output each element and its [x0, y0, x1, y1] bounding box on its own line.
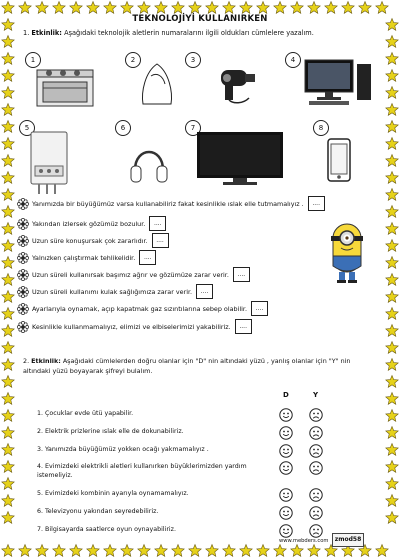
activity-2-instruction: Aşağıdaki cümlelerden doğru olanlar için "D" nin altındaki yüzü , yanlış olanlar için "Y" nin altındaki yüzü boyayarak şifreyi bulalım.	[23, 357, 351, 375]
statement-item: 1. Çocuklar evde ütü yapabilir.	[37, 410, 134, 417]
worksheet-content	[17, 12, 383, 547]
flower-bullet-icon	[17, 252, 29, 264]
border-star	[2, 427, 14, 439]
smiley-face-icon[interactable]	[279, 425, 293, 439]
border-star	[386, 376, 398, 388]
border-star	[2, 121, 14, 133]
border-star	[2, 19, 14, 31]
border-star	[386, 155, 398, 167]
border-star	[386, 104, 398, 116]
border-star	[2, 257, 14, 269]
border-star	[386, 53, 398, 65]
smiley-face-icon[interactable]	[279, 505, 293, 519]
activity-2-label: Etkinlik:	[31, 357, 61, 365]
headphones-icon	[129, 142, 169, 186]
flower-bullet-icon	[17, 218, 29, 230]
combi-boiler-icon	[29, 130, 69, 196]
device-number: 7	[185, 120, 201, 136]
border-star	[386, 274, 398, 286]
border-star	[2, 308, 14, 320]
statement-row	[17, 250, 156, 265]
statement-text: Uzun süreli kullanımı kulak sağlığımıza zarar verir.	[32, 287, 193, 296]
statement-item: 7. Bilgisayarda saatlerce oyun oynayabiliriz.	[37, 526, 176, 533]
computer-icon	[301, 58, 375, 106]
border-star	[2, 376, 14, 388]
activity-1-instruction: Aşağıdaki teknolojik aletlerin numaralarını ilgili oldukları cümlelere yazalım.	[64, 29, 314, 37]
statement-item: 4. Evimizdeki elektrikli aletleri kullanırken büyüklerimizden yardım istemeliyiz.	[37, 463, 247, 479]
border-star	[2, 155, 14, 167]
hair-dryer-icon	[203, 66, 263, 106]
device-5	[19, 120, 73, 200]
border-star	[386, 461, 398, 473]
border-star	[386, 19, 398, 31]
border-star	[2, 325, 14, 337]
iron-icon	[139, 62, 175, 106]
border-star	[386, 36, 398, 48]
border-star	[386, 70, 398, 82]
border-star	[386, 291, 398, 303]
flower-bullet-icon	[17, 269, 29, 281]
device-7	[185, 120, 289, 190]
smiley-face-icon[interactable]	[279, 443, 293, 457]
statement-row	[17, 319, 252, 334]
border-star	[2, 359, 14, 371]
column-d-header: D	[283, 391, 289, 399]
statement-text: Kesinlikle kullanmamalıyız, elimizi ve elbiselerimizi yakabiliriz.	[32, 322, 231, 331]
footer-site: www.mebders.com	[279, 538, 329, 544]
border-star	[386, 206, 398, 218]
border-star	[2, 444, 14, 456]
border-star	[2, 189, 14, 201]
device-1	[25, 52, 95, 110]
border-star	[386, 172, 398, 184]
border-star	[2, 223, 14, 235]
border-star	[2, 2, 14, 14]
border-star	[386, 478, 398, 490]
answer-box[interactable]: ....	[235, 319, 252, 334]
border-star	[386, 359, 398, 371]
device-number: 3	[185, 52, 201, 68]
border-star	[386, 342, 398, 354]
flower-bullet-icon	[17, 286, 29, 298]
border-star	[2, 478, 14, 490]
smiley-face-icon[interactable]	[279, 487, 293, 501]
answer-box[interactable]: ....	[233, 267, 250, 282]
answer-box[interactable]: ....	[251, 301, 268, 316]
activity-2-number: 2.	[23, 357, 30, 365]
flower-bullet-icon	[17, 303, 29, 315]
statement-text: Uzun süre konuşursak çok zararlıdır.	[32, 236, 148, 245]
flower-bullet-icon	[17, 321, 29, 333]
border-star	[386, 138, 398, 150]
border-star	[386, 495, 398, 507]
stove-icon	[35, 66, 95, 108]
flower-bullet-icon	[17, 198, 29, 210]
border-star	[386, 393, 398, 405]
smiley-face-icon[interactable]	[279, 523, 293, 537]
minion-icon	[325, 220, 369, 284]
answer-box[interactable]: ....	[196, 284, 213, 299]
border-star	[2, 342, 14, 354]
device-6	[115, 120, 175, 190]
device-3	[185, 52, 265, 110]
sad-face-icon[interactable]	[309, 443, 323, 457]
border-star	[2, 240, 14, 252]
border-star	[2, 274, 14, 286]
border-star	[2, 393, 14, 405]
statement-item: 2. Elektrik prizlerine ıslak elle de dokunabiliriz.	[37, 428, 184, 435]
flower-bullet-icon	[17, 235, 29, 247]
statement-item: 3. Yanımızda büyüğümüz yokken ocağı yakmamalıyız .	[37, 446, 209, 453]
smiley-face-icon[interactable]	[279, 407, 293, 421]
border-star	[386, 87, 398, 99]
activity-1-label: Etkinlik:	[31, 29, 62, 37]
sad-face-icon[interactable]	[309, 523, 323, 537]
smiley-face-icon[interactable]	[279, 460, 293, 474]
border-star	[2, 410, 14, 422]
statement-row	[17, 196, 325, 211]
device-number: 1	[25, 52, 41, 68]
border-star	[386, 444, 398, 456]
border-star	[2, 53, 14, 65]
border-star	[386, 427, 398, 439]
border-star	[2, 461, 14, 473]
border-star	[2, 104, 14, 116]
border-star	[386, 512, 398, 524]
border-star	[2, 545, 14, 557]
border-star	[386, 410, 398, 422]
statement-text: Ayarlarıyla oynamak, açıp kapatmak gaz sızıntılarına sebep olabilir.	[32, 304, 247, 313]
border-star	[386, 189, 398, 201]
answer-box[interactable]: ....	[149, 216, 166, 231]
sad-face-icon[interactable]	[309, 425, 323, 439]
statement-text: Yalnızken çalıştırmak tehlikelidir.	[32, 253, 136, 262]
border-star	[2, 172, 14, 184]
statement-item: 5. Evimizdeki kombinin ayarıyla oynamamalıyız.	[37, 490, 189, 497]
statement-row	[17, 216, 166, 231]
border-star	[386, 240, 398, 252]
sad-face-icon[interactable]	[309, 407, 323, 421]
statement-row	[17, 284, 213, 299]
device-number: 8	[313, 120, 329, 136]
television-icon	[195, 130, 285, 186]
border-star	[2, 138, 14, 150]
statement-text: Uzun süreli kullanırsak başımız ağrır ve gözümüze zarar verir.	[32, 270, 229, 279]
statement-row	[17, 301, 268, 316]
border-star	[2, 36, 14, 48]
border-star	[386, 223, 398, 235]
border-star	[2, 87, 14, 99]
answer-box[interactable]: ....	[308, 196, 325, 211]
sad-face-icon[interactable]	[309, 505, 323, 519]
column-y-header: Y	[313, 391, 319, 399]
smartphone-icon	[327, 138, 351, 182]
device-2	[125, 52, 183, 110]
border-star	[386, 308, 398, 320]
activity-1-number: 1.	[23, 29, 30, 37]
border-star	[2, 495, 14, 507]
page-title: TEKNOLOJİYİ KULLANIRKEN	[132, 14, 268, 24]
border-star	[386, 121, 398, 133]
activity-1-heading	[23, 29, 314, 37]
statement-row	[17, 267, 250, 282]
border-star	[2, 206, 14, 218]
border-star	[386, 257, 398, 269]
answer-box[interactable]: ....	[139, 250, 156, 265]
device-number: 6	[115, 120, 131, 136]
device-8	[313, 120, 363, 190]
sad-face-icon[interactable]	[309, 487, 323, 501]
device-number: 2	[125, 52, 141, 68]
border-star	[386, 325, 398, 337]
statement-item: 6. Televizyonu yakından seyredebiliriz.	[37, 508, 159, 515]
border-star	[2, 512, 14, 524]
border-star	[2, 291, 14, 303]
device-number: 5	[19, 120, 35, 136]
statement-text: Yakından izlersek gözümüz bozulur.	[32, 219, 146, 228]
device-number: 4	[285, 52, 301, 68]
activity-2-heading	[23, 356, 378, 376]
answer-box[interactable]: ....	[152, 233, 169, 248]
statement-row	[17, 233, 169, 248]
footer-badge: zmod58	[332, 533, 364, 547]
statement-text: Yanımızda bir büyüğümüz varsa kullanabiliriz fakat kesinlikle ıslak elle tutmamalıyız .	[32, 199, 304, 208]
device-4	[285, 52, 377, 110]
sad-face-icon[interactable]	[309, 460, 323, 474]
border-star	[2, 70, 14, 82]
